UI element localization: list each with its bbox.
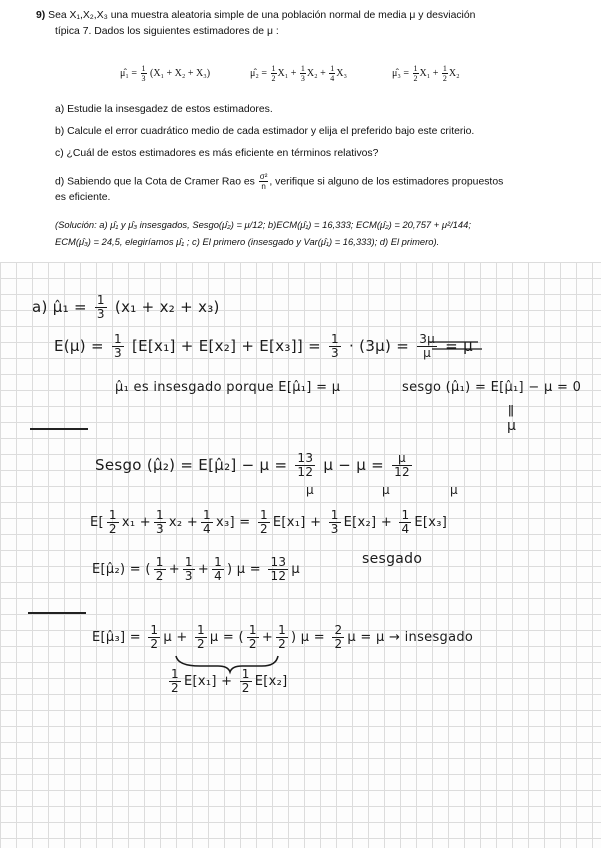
- hw-text: E(μ) =: [54, 337, 104, 355]
- hw-den: 12: [394, 465, 410, 479]
- hw-text: E[x₃]: [414, 515, 448, 530]
- hw-num: 1: [330, 508, 339, 522]
- part-d-end: es eficiente.: [55, 192, 111, 203]
- hw-text: μ +: [163, 630, 188, 645]
- part-b: b) Calcule el error cuadrático medio de cada estimador y elija el preferido bajo este criterio.: [55, 126, 475, 137]
- hw-line-8: [166, 668, 287, 695]
- hw-text: E[: [90, 515, 104, 530]
- hw-den: 12: [270, 569, 287, 583]
- hw-num: 3μ: [419, 332, 436, 346]
- hw-line-6: E[μ̂₂) = ( $\frac{1}{2}$ + $\frac{1}{3}$ + $\frac{1}{4}$ ) μ = $\frac{13}{12}$ μ: [92, 555, 300, 583]
- hw-text: E[x₂]: [254, 674, 288, 689]
- hw-mu-above-3: μ: [450, 483, 458, 497]
- hw-num: 1: [401, 508, 410, 522]
- hw-text: ) μ =: [291, 630, 325, 645]
- coef-den: 2: [442, 74, 447, 83]
- hw-num: 1: [184, 555, 193, 569]
- hw-text: μ = μ → insesgado: [347, 630, 474, 645]
- hw-den: 2: [196, 637, 205, 651]
- coef-den: 4: [330, 74, 335, 83]
- hw-line-3: μ̂₁ es insesgado porque E[μ̂₁] = μ: [115, 380, 341, 395]
- coef-num: 1: [300, 64, 305, 73]
- hw-den: 2: [241, 681, 250, 695]
- hw-text: μ = (: [209, 630, 244, 645]
- hw-line-7: E[μ̂₃] = $\frac{1}{2}$ μ + $\frac{1}{2}$ μ = ( $\frac{1}{2}$ + $\frac{1}{2}$ ) μ = $\frac{2}{2}$ μ = μ → insesgado: [92, 623, 474, 651]
- hw-num: 1: [214, 555, 222, 569]
- estimator-2-lhs: μ̂₂ =: [250, 67, 267, 79]
- hw-num: 1: [203, 508, 211, 522]
- hw-den: 2: [108, 522, 117, 536]
- hw-line-3-bias: sesgo (μ̂₁) = E[μ̂₁] − μ = 0: [402, 380, 582, 395]
- coef-num: 1: [330, 64, 335, 73]
- hw-den: 2: [334, 637, 343, 651]
- problem-intro-line2: típica 7. Dados los siguientes estimadores de μ :: [55, 26, 279, 37]
- hw-den: 3: [184, 569, 193, 583]
- hw-num: 1: [108, 508, 117, 522]
- coef-den: 3: [300, 74, 305, 83]
- hw-num: 1: [155, 555, 164, 569]
- hw-label-a: a): [32, 298, 48, 316]
- hw-num: 1: [155, 508, 164, 522]
- hw-den: 2: [171, 681, 179, 695]
- cramer-num: σ²: [259, 172, 268, 181]
- hw-num: 1: [241, 667, 250, 681]
- hw-text: · (3μ) =: [349, 337, 410, 355]
- hw-num: μ: [392, 452, 412, 466]
- hw-mu-above-2: μ: [382, 483, 390, 497]
- hw-num: 13: [270, 555, 287, 569]
- hw-text: E[x₁] +: [272, 515, 322, 530]
- hw-den: 4: [214, 569, 222, 583]
- hw-den: 2: [150, 637, 159, 651]
- coef-den: 3: [141, 74, 146, 83]
- hw-den: 12: [297, 465, 314, 479]
- hw-den: 2: [278, 637, 286, 651]
- hw-text: Sesgo (μ̂₂) = E[μ̂₂] − μ =: [95, 456, 288, 474]
- hw-num: 2: [334, 623, 343, 637]
- estimator-1-lhs: μ̂₁ =: [120, 67, 137, 79]
- hw-num: 1: [248, 623, 257, 637]
- hw-num: 1: [171, 667, 179, 681]
- intro-text: Sea X₁,X₂,X₃ una muestra aleatoria simple de una población normal de media μ y desviación: [48, 10, 476, 21]
- hw-den: 4: [401, 522, 410, 536]
- hw-text: E[μ̂₃] =: [92, 630, 141, 645]
- estimator-1-sum: (X₁ + X₂ + X₃): [150, 67, 211, 79]
- problem-number: 9): [36, 10, 46, 21]
- hw-text: E[x₁] +: [183, 674, 233, 689]
- term-var: X₂ +: [306, 67, 326, 79]
- coef-num: 1: [271, 64, 276, 73]
- hw-den: 2: [155, 569, 164, 583]
- hw-num: 1: [278, 623, 286, 637]
- hw-frac: [169, 668, 181, 695]
- part-a: a) Estudie la insesgadez de estos estimadores.: [55, 104, 273, 115]
- hw-text: x₂ +: [168, 515, 199, 530]
- part-d-text: d) Sabiendo que la Cota de Cramer Rao es: [55, 176, 255, 188]
- hw-den: 2: [248, 637, 257, 651]
- hw-den: 3: [96, 307, 105, 321]
- hw-den: 4: [203, 522, 211, 536]
- hw-num: 1: [150, 623, 159, 637]
- hw-frac: [240, 668, 252, 695]
- hw-lhs: μ̂₁ =: [52, 298, 87, 316]
- hw-equals-vertical: ǁ: [508, 403, 515, 417]
- hw-den: μ: [423, 346, 432, 360]
- term-var: X₁ +: [277, 67, 297, 79]
- hw-num: 1: [113, 332, 122, 346]
- hw-sum: (x₁ + x₂ + x₃): [114, 298, 220, 316]
- hw-den: 2: [259, 522, 268, 536]
- hw-text: ) μ =: [227, 562, 261, 577]
- hw-num: 1: [259, 508, 268, 522]
- hw-text: E[μ̂₂) = (: [92, 562, 151, 577]
- coef-num: 1: [141, 64, 146, 73]
- hw-den: 3: [330, 522, 339, 536]
- hw-den: 3: [155, 522, 164, 536]
- hw-num: 1: [96, 293, 105, 307]
- hw-mu-above-1: μ: [306, 483, 314, 497]
- part-d: d) Sabiendo que la Cota de Cramer Rao es $\frac{\text{σ²}}{n}$ , verifique si alguno de los estimadores propuestos: [55, 172, 504, 191]
- hw-text: [E[x₁] + E[x₂] + E[x₃]] =: [131, 337, 321, 355]
- part-c: c) ¿Cuál de estos estimadores es más eficiente en términos relativos?: [55, 148, 379, 159]
- hw-sesgado-label: sesgado: [362, 551, 423, 567]
- hw-num: 1: [196, 623, 205, 637]
- hw-text: x₁ +: [121, 515, 151, 530]
- term-var: X₂: [448, 67, 460, 79]
- hw-text: x₃] =: [215, 515, 251, 530]
- estimator-3-lhs: μ̂₃ =: [392, 67, 409, 79]
- cramer-den: n: [261, 182, 266, 191]
- coef-den: 2: [271, 74, 276, 83]
- hw-text: μ: [291, 562, 300, 577]
- coef-den: 2: [413, 74, 418, 83]
- term-var: X₁ +: [419, 67, 439, 79]
- hw-mu: μ: [507, 418, 517, 434]
- hw-text: E[x₂] +: [343, 515, 393, 530]
- solution-line2: ECM(μ̂₃) = 24,5, elegiríamos μ̂₁ ; c) El primero (insesgado y Var(μ̂₁) = 16,333); d) El primero).: [55, 236, 440, 247]
- part-d-text-2: verifique si alguno de los estimadores propuestos: [275, 176, 504, 188]
- hw-den: 3: [331, 346, 339, 360]
- coef-num: 1: [442, 64, 447, 73]
- hw-text: = μ: [445, 337, 473, 355]
- hw-num: 1: [331, 332, 339, 346]
- term-var: X₃: [336, 67, 347, 79]
- coef-num: 1: [413, 64, 418, 73]
- hw-den: 3: [113, 346, 122, 360]
- solution-line1: (Solución: a) μ̂₁ y μ̂₃ insesgados, Sesgo(μ̂₂) = μ/12; b)ECM(μ̂₁) = 16,333; ECM(μ̂₂) = 20,757 + μ²/144;: [55, 219, 471, 230]
- hw-num: 13: [297, 451, 314, 465]
- hw-text: μ − μ =: [323, 456, 384, 474]
